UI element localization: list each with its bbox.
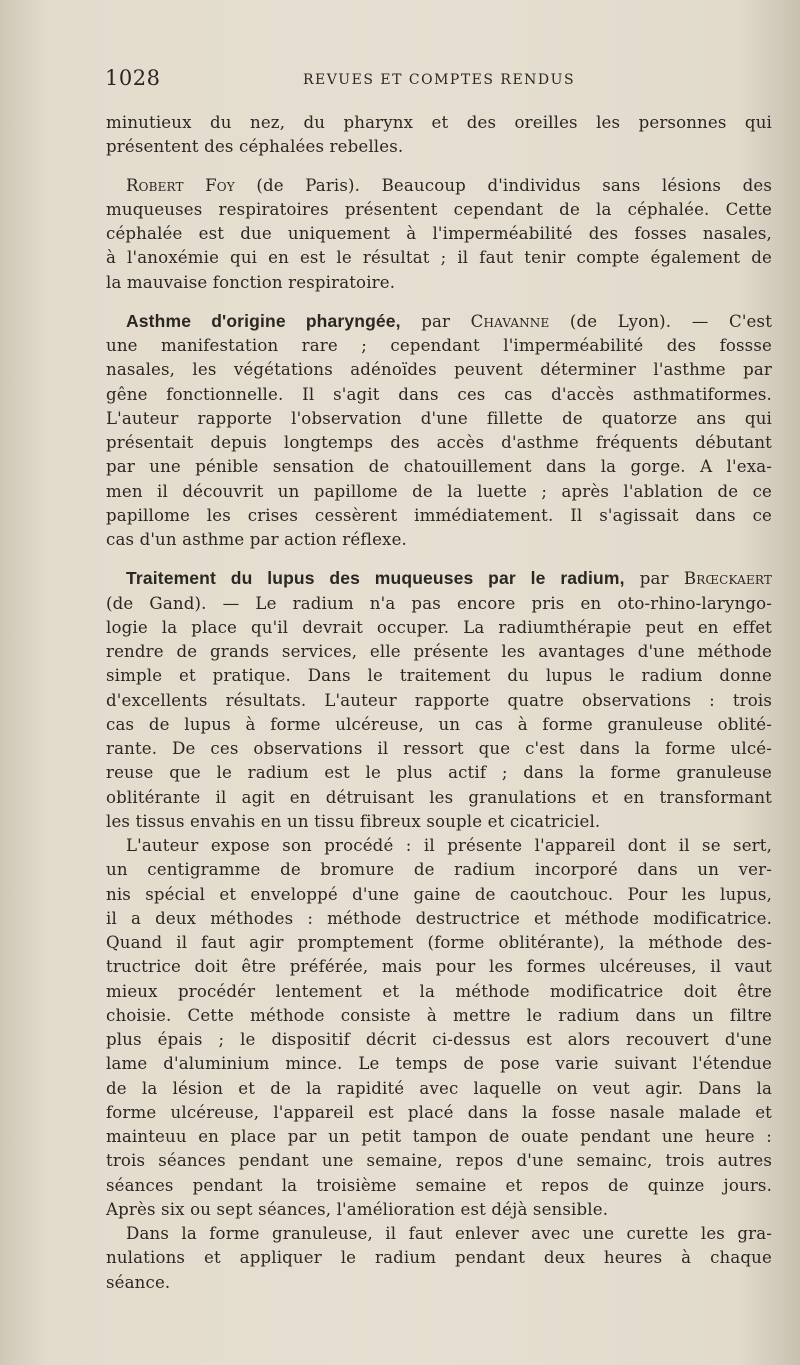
- page-number: 1028: [105, 66, 161, 90]
- text-line: Après six ou sept séances, l'amélioration est déjà sensible.: [106, 1199, 609, 1219]
- text-line: trois séances pendant une semaine, repos d'une semainc, trois autres: [106, 1151, 772, 1171]
- section-lupus-radium: [106, 566, 772, 834]
- text-line: présentait depuis longtemps des accès d'asthme fréquents débutant: [106, 433, 772, 452]
- text-line: L'auteur rapporte l'observation d'une fillette de quatorze ans qui: [106, 408, 772, 428]
- text-line: présentent des céphalées rebelles.: [106, 137, 404, 157]
- text-line: [106, 174, 772, 198]
- text-fragment: par: [400, 311, 471, 331]
- text-line: la mauvaise fonction respiratoire.: [106, 272, 396, 292]
- text-line: tructrice doit être préférée, mais pour les formes ulcéreuses, il vaut: [106, 957, 772, 977]
- text-line: men il découvrit un papillome de la luette ; après l'ablation de ce: [106, 481, 772, 501]
- text-line: séances pendant la troisième semaine et repos de quinze jours.: [106, 1175, 772, 1195]
- text-fragment: par: [624, 569, 684, 589]
- text-line: [106, 309, 772, 334]
- text-line: de la lésion et de la rapidité avec laquelle on veut agir. Dans la: [106, 1078, 772, 1098]
- text-line: lame d'aluminium mince. Le temps de pose varie suivant l'étendue: [106, 1054, 772, 1074]
- text-line: L'auteur expose son procédé : il présente l'appareil dont il se sert,: [126, 836, 772, 855]
- text-line: simple et pratique. Dans le traitement du lupus le radium donne: [106, 666, 772, 686]
- section-title: Traitement du lupus des muqueuses par le radium,: [126, 568, 625, 589]
- running-title: REVUES ET COMPTES RENDUS: [302, 72, 576, 88]
- text-line: à l'anoxémie qui en est le résultat ; il faut tenir compte également de: [106, 248, 772, 268]
- text-line: muqueuses respiratoires présentent cependant de la céphalée. Cette: [106, 199, 772, 219]
- author-name: Chavanne: [470, 311, 550, 331]
- text-line: mieux procédér lentement et la méthode modificatrice doit être: [106, 981, 772, 1001]
- text-line: nasales, les végétations adénoïdes peuvent déterminer l'asthme par: [106, 360, 772, 380]
- text-line: cas de lupus à forme ulcéreuse, un cas à forme granuleuse oblité-: [106, 714, 772, 734]
- author-name: Robert Foy: [126, 175, 235, 195]
- text-line: les tissus envahis en un tissu fibreux souple et cicatriciel.: [106, 811, 601, 831]
- text-line: par une pénible sensation de chatouillement dans la gorge. A l'exa-: [106, 457, 772, 477]
- text-line: reuse que le radium est le plus actif ; dans la forme granuleuse: [106, 763, 772, 783]
- text-line: céphalée est due uniquement à l'imperméabilité des fosses nasales,: [106, 224, 772, 243]
- paragraph-forme-granuleuse: [106, 1222, 772, 1295]
- text-line: plus épais ; le dispositif décrit ci-dessus est alors recouvert d'une: [106, 1030, 772, 1049]
- text-line: rendre de grands services, elle présente les avantages d'une méthode: [106, 642, 772, 661]
- author-name: Brœckaert: [683, 569, 772, 589]
- text-line: papillome les crises cessèrent immédiatement. Il s'agissait dans ce: [106, 505, 772, 525]
- text-fragment: (de Lyon). — C'est: [549, 311, 773, 331]
- paragraph-robert-foy: [106, 174, 772, 295]
- section-title: Asthme d'origine pharyngée,: [126, 310, 401, 331]
- text-line: nis spécial et enveloppé d'une gaine de caoutchouc. Pour les lupus,: [106, 884, 772, 904]
- text-line: minutieux du nez, du pharynx et des oreilles les personnes qui: [106, 113, 772, 132]
- running-head: [105, 66, 773, 98]
- text-fragment: (de Paris). Beaucoup d'individus sans lésions des: [234, 175, 772, 195]
- text-line: mainteuu en place par un petit tampon de ouate pendant une heure :: [106, 1127, 772, 1146]
- text-line: une manifestation rare ; cependant l'imperméabilité des fossse: [106, 336, 772, 355]
- text-line: logie la place qu'il devrait occuper. La radiumthérapie peut en effet: [106, 617, 772, 637]
- text-line: un centigramme de bromure de radium incorporé dans un ver-: [106, 860, 772, 880]
- text-line: forme ulcéreuse, l'appareil est placé dans la fosse nasale malade et: [106, 1102, 772, 1122]
- text-line: il a deux méthodes : méthode destructrice et méthode modificatrice.: [106, 908, 772, 928]
- text-line: [106, 566, 772, 591]
- text-line: séance.: [106, 1272, 171, 1292]
- text-line: oblitérante il agit en détruisant les granulations et en transformant: [106, 787, 772, 807]
- text-line: Quand il faut agir promptement (forme oblitérante), la méthode des-: [106, 933, 772, 952]
- paragraph-cephalees: [106, 111, 772, 160]
- paragraph-procede: [106, 834, 772, 1222]
- text-line: Dans la forme granuleuse, il faut enlever avec une curette les gra-: [126, 1224, 772, 1243]
- text-line: nulations et appliquer le radium pendant deux heures à chaque: [106, 1248, 772, 1268]
- text-line: rante. De ces observations il ressort que c'est dans la forme ulcé-: [106, 739, 772, 758]
- article-body: [106, 111, 772, 1295]
- text-line: choisie. Cette méthode consiste à mettre le radium dans un filtre: [106, 1005, 772, 1025]
- text-line: (de Gand). — Le radium n'a pas encore pris en oto-rhino-laryngo-: [106, 593, 772, 613]
- text-line: cas d'un asthme par action réflexe.: [106, 530, 407, 549]
- section-asthme: [106, 309, 772, 553]
- text-line: d'excellents résultats. L'auteur rapporte quatre observations : trois: [106, 690, 772, 710]
- text-line: gêne fonctionnelle. Il s'agit dans ces cas d'accès asthmatiformes.: [106, 384, 772, 404]
